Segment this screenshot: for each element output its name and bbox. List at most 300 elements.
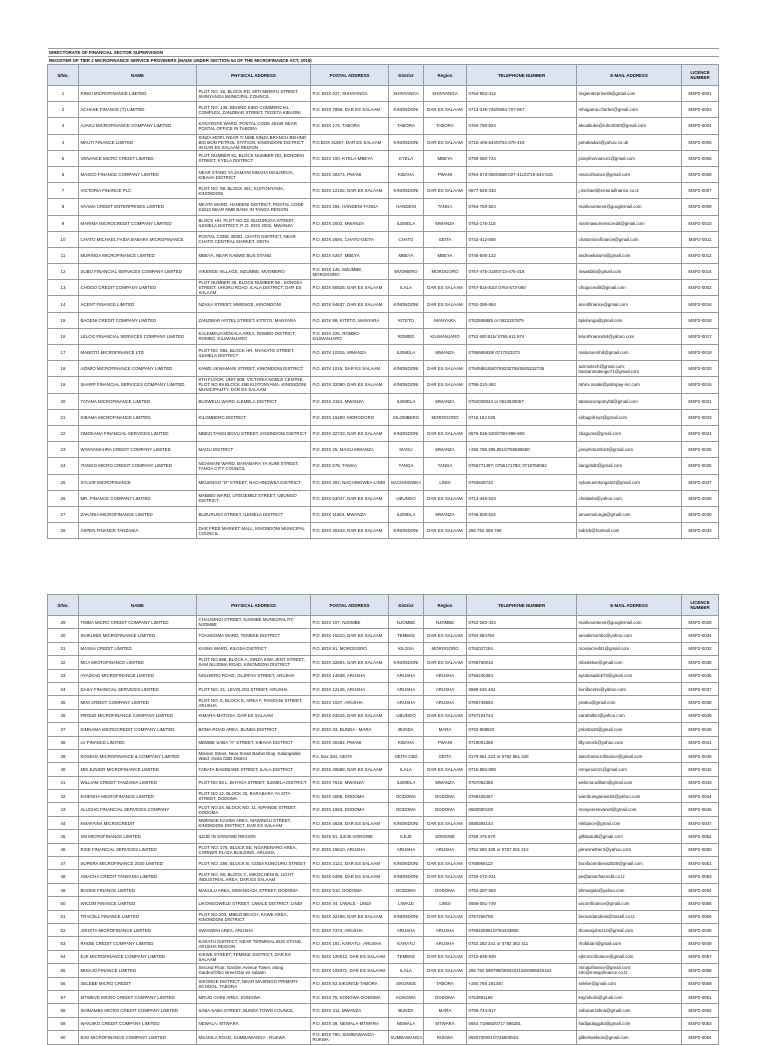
cell-email: lelooFinance54@yahoo.com [577, 328, 682, 344]
cell-name: CHOGO CREDIT COMPANY LIMITED [79, 280, 197, 296]
cell-licence: MSP2-0040 [682, 723, 719, 736]
cell-telephone: 0767266705 [467, 910, 577, 923]
table-row [48, 118, 719, 134]
cell-region: MWANZA [424, 776, 467, 789]
cell-physical-address: KALEMEUA MOKALA AREA, ROMBO DISTRICT, ROMBO, KILIMANJARO [197, 328, 311, 344]
cell-physical-address: SWANZINI AREA, ARUSHA [197, 923, 311, 936]
cell-sno: 56 [48, 977, 79, 990]
cell-name: ACHASE FINANCE (T) LIMITED [79, 102, 197, 118]
cell-physical-address: PLOT NO. 256, BLOCK B, GOBA KUNGURU STREET [197, 857, 311, 870]
cell-sno: 16 [48, 328, 79, 344]
cell-district: KINONDONI [389, 183, 424, 199]
cell-postal-address: P.O. BOX 80826, DAR ES SALAAM [311, 280, 389, 296]
cell-email: rahmi.msaki@palmpay-inc.com [577, 377, 682, 393]
table-row [48, 442, 719, 458]
cell-district: ILALA [389, 280, 424, 296]
table-row [48, 857, 719, 870]
cell-postal-address: P.O. BOX 32198, DAR ES SALAAM [311, 910, 389, 923]
col-header-district: District [389, 595, 424, 616]
col-header-postal-address: POSTAL ADDRESS [311, 595, 389, 616]
cell-name: SUPERA MICROFINANCE 2020 LIMITED [79, 857, 197, 870]
cell-physical-address: MKUENGO "D" STREET, NACHINGWEA DISTRICT [197, 474, 311, 490]
cell-email: thomasjohn210@gmail.com [577, 923, 682, 936]
cell-postal-address: P.O. BOX 32604, DAR ES SALAAM [311, 656, 389, 669]
cell-telephone: 0718 164 026 [467, 409, 577, 425]
cell-district: KINONDONI [389, 523, 424, 539]
cell-postal-address: P.O. BOX 98, KITETO, MANYARA [311, 312, 389, 328]
cell-sno: 25 [48, 474, 79, 490]
cell-region: ARUSHA [424, 682, 467, 695]
cell-email: itangoltd0@gmail.com [577, 458, 682, 474]
cell-physical-address: PLOT NO.34, BLOCK NO. 11, KIPANDE STREET, DODOMA [197, 803, 311, 816]
cell-telephone: 0768425467 [467, 790, 577, 803]
cell-sno: 31 [48, 642, 79, 655]
cell-physical-address: BUZURUGA STREET, ILEMELA DISTRICT [197, 506, 311, 522]
cell-email: sarahalbin@yahoo.com [577, 709, 682, 722]
cell-sno: 42 [48, 790, 79, 803]
cell-licence: MSP2-0063 [682, 1017, 719, 1030]
cell-postal-address: P.O. BOX 25, MAGU-MWANZA [311, 442, 389, 458]
cell-postal-address: P.O. BOX 44, LIWALE - LINDI [311, 897, 389, 910]
cell-name: ALUCHO FINANCIAL SERVICES COMPANY [79, 803, 197, 816]
cell-name: OMOKANA FINANCIAL SERVICES LIMITED [79, 425, 197, 441]
col-header-region: Region [424, 595, 467, 616]
cell-physical-address: NEAR STAND YA ZAMANI KIBAHA MAILIMOJA, KIBAHA DISTRICT [197, 166, 311, 182]
cell-region: ARUSHA [424, 923, 467, 936]
cell-telephone: 0179 861 223 or 0752 861 228 [467, 749, 577, 762]
cell-name: EIGI MICROFINANCE COMPANY LIMITED [79, 1031, 197, 1044]
cell-telephone: 0757062365 [467, 776, 577, 789]
cell-name: ITANGO MICRO CREDIT COMPANY LIMITED [79, 458, 197, 474]
cell-district: MVOMERO [389, 264, 424, 280]
cell-licence: MSP2-0023 [682, 409, 719, 425]
cell-physical-address: PLOT NUMBER 48, BLOCK NUMBER 96 , SONGEA STREET, UHURU ROAD, ILALA DISTRICT, DAR ES SALAAM [197, 280, 311, 296]
cell-sno: 11 [48, 247, 79, 263]
table-row [48, 723, 719, 736]
cell-name: AYAZKAD MICROFINANCE LIMITED [79, 669, 197, 682]
cell-sno: 33 [48, 669, 79, 682]
cell-sno: 35 [48, 696, 79, 709]
cell-licence: MSP2-0027 [682, 474, 719, 490]
cell-postal-address: P.O. BOX 146, MZUMBE, MOROGORO [311, 264, 389, 280]
cell-sno: 41 [48, 776, 79, 789]
cell-sno: 51 [48, 910, 79, 923]
cell-physical-address: ILEJE IN SONGWE REGION [197, 830, 311, 843]
table-row [48, 763, 719, 776]
document-title-line-1: DIRECTORATE OF FINANCIAL SECTOR SUPERVISION [48, 49, 719, 57]
table-row [48, 816, 719, 829]
cell-name: SUBO FINANCIAL SERVICES COMPANY LIMITED [79, 264, 197, 280]
cell-email: wicomfinance@gmail.com [577, 897, 682, 910]
cell-name: NYAMA CREDIT ENTERPRISES LIMITED [79, 199, 197, 215]
cell-name: AZIMIO MICROFINANCE COMPANY LIMITED [79, 361, 197, 377]
cell-email: ayubusadick73@gmail.com [577, 669, 682, 682]
col-header-telephone: TELEPHONE NUMBER [467, 595, 577, 616]
cell-district: KYELA [389, 150, 424, 166]
table-row [48, 166, 719, 182]
cell-postal-address: P.O. BOX 15610, ARUSHA [311, 843, 389, 856]
cell-postal-address: P.O. BOX 191, KARATU - ARUSHA [311, 937, 389, 950]
table-row [48, 870, 719, 883]
cell-physical-address: LIKONGOWELE STREET, LIWALE DISTRICT, LINDI [197, 897, 311, 910]
title-row [48, 57, 719, 65]
cell-licence: MSP2-0025 [682, 442, 719, 458]
cell-region: ARUSHA [424, 696, 467, 709]
cell-sno: 37 [48, 723, 79, 736]
cell-region: DAR ES SALAAM [424, 361, 467, 377]
cell-physical-address: MRIJO CHINI AREA, KONGWA [197, 990, 311, 1003]
cell-sno: 29 [48, 616, 79, 629]
cell-email: nykanuemtungai23@gmail.com [577, 474, 682, 490]
cell-region: MARA [424, 1004, 467, 1017]
cell-physical-address: KASIKI WARD, KILOSA DISTRICT [197, 642, 311, 655]
cell-postal-address: P.O. BOX 3121, DAR ES SALAAM [311, 857, 389, 870]
cell-postal-address: P.O. BOX 1683, DODOMA [311, 803, 389, 816]
cell-email: adechamicrofinance@gmail.com [577, 749, 682, 762]
cell-district: KILOMBERO [389, 409, 424, 425]
cell-name: TRACELL FINANCE LIMITED [79, 910, 197, 923]
cell-licence: MSP2-0059 [682, 977, 719, 990]
cell-district: KINONDONI [389, 361, 424, 377]
cell-sno: 22 [48, 425, 79, 441]
table-row [48, 964, 719, 977]
col-header-email: E-MAIL ADDRESS [577, 65, 682, 86]
cell-telephone: 255 754 369 769 [467, 523, 577, 539]
cell-sno: 24 [48, 458, 79, 474]
cell-district: TEMEKE [389, 950, 424, 963]
cell-postal-address: P.O. BOX 15310, DAR ES SALAAM [311, 629, 389, 642]
cell-name: MASSA CREDIT LIMITED [79, 642, 197, 655]
table-row [48, 231, 719, 247]
cell-region: MWANZA [424, 442, 467, 458]
table-row [48, 458, 719, 474]
cell-district: KARATU [389, 937, 424, 950]
cell-postal-address: P.O. BOX 12145, ARUSHA [311, 682, 389, 695]
table-row [48, 696, 719, 709]
cell-name: TIMBA MICRO CREDIT COMPANY LIMITED [79, 616, 197, 629]
cell-telephone: 0783848742 [467, 474, 577, 490]
cell-email: mbedekar@gmail.com [577, 656, 682, 669]
cell-telephone: 0745-500-122 [467, 247, 577, 263]
cell-licence: MSP2-0035 [682, 656, 719, 669]
cell-telephone: 0742-412-650 [467, 231, 577, 247]
table-row [48, 830, 719, 843]
cell-email: chogocredit@gmail.com [577, 280, 682, 296]
cell-email: bpkiranga@gmail.com [577, 312, 682, 328]
cell-physical-address: MABIBO WARD, UTEGEMEZ STREET, UBUNGO DISTRICT [197, 490, 311, 506]
cell-licence: MSP2-0007 [682, 183, 719, 199]
table-row [48, 264, 719, 280]
cell-telephone: 0745-500-522 [467, 506, 577, 522]
cell-email: jmbeba10@gmail.com [577, 723, 682, 736]
cell-name: JOHSTA MICROFINANCE LIMITED [79, 923, 197, 936]
table-row [48, 312, 719, 328]
cell-name: BAGENI CREDIT COMPANY LIMITED [79, 312, 197, 328]
cell-email: hadijadaggal3@gmail.com [577, 1017, 682, 1030]
cell-telephone: 0715-406-544/0754-370-419 [467, 134, 577, 150]
cell-district: KONGWA [389, 990, 424, 1003]
cell-sno: 40 [48, 763, 79, 776]
cell-physical-address: MBEZI TANGI BOVU STREET, KINONDONI DISTRICT [197, 425, 311, 441]
table-row [48, 937, 719, 950]
cell-region: DODOMA [424, 990, 467, 1003]
cell-sno: 28 [48, 523, 79, 539]
cell-name: SELEBE MICRO CREDIT [79, 977, 197, 990]
cell-district: MAGU [389, 442, 424, 458]
cell-email: minajofinance@gmail.com; info@minajofinance.co.tz [577, 964, 682, 977]
cell-physical-address: PLOT NO.696, BLOCK A, SINZA KWA JENT STREET, SAM NUJOMA ROAD, KINONDONI DISTRICT [197, 656, 311, 669]
cell-name: ACENT FINANCE LIMITED [79, 296, 197, 312]
cell-postal-address: P.O. BOX 32080, DAR ES SALAAM [311, 377, 389, 393]
cell-district: KINONDONI [389, 296, 424, 312]
cell-name: ASPEN FINANCE TANZANIA [79, 523, 197, 539]
cell-district: ARUSHA [389, 669, 424, 682]
cell-region: DAR ES SALAAM [424, 102, 467, 118]
cell-district: KINONDONI [389, 870, 424, 883]
cell-sno: 39 [48, 749, 79, 762]
cell-region: DAR ES SALAAM [424, 629, 467, 642]
cell-physical-address: KIKWE STREET, TEMEKE DISTRICT, DAR ES SALAAM [197, 950, 311, 963]
cell-email: nnafuruesteve@googlemail.com [577, 616, 682, 629]
cell-postal-address: P.O. BOX 1037, ARUSHA [311, 696, 389, 709]
cell-region: DAR ES SALAAM [424, 709, 467, 722]
cell-region: GEITA [424, 749, 467, 762]
cell-postal-address: P.O. BOX 4628, DAR ES SALAAM [311, 816, 389, 829]
cell-telephone: 0764-573-090/0688-027-411/0718-544-515 [467, 166, 577, 182]
cell-licence: MSP2-0003 [682, 102, 719, 118]
cell-postal-address: P.O. BOX 11804, MWANZA [311, 506, 389, 522]
cell-email: rhobibani@gmail.com [577, 937, 682, 950]
table-row [48, 393, 719, 409]
cell-district: DODOMA [389, 803, 424, 816]
cell-district: KINONDONI [389, 134, 424, 150]
cell-physical-address: Second Floor, Garden Avenue Tower, along Garden/Ohio street-Dar es salaam [197, 964, 311, 977]
cell-district: KINONDONI [389, 102, 424, 118]
cell-physical-address: KIMARA-MATOSA, DAR ES SALAAM [197, 709, 311, 722]
cell-region: MWANZA [424, 393, 467, 409]
cell-region: NJOMBE [424, 616, 467, 629]
cell-name: SHIKUNDI MICROFINANCE LIMITED [79, 629, 197, 642]
cell-region: PWANI [424, 166, 467, 182]
cell-physical-address: NZASA STREET, MWENGE, KINONDONI [197, 296, 311, 312]
cell-region: DAR ES SALAAM [424, 280, 467, 296]
cell-sno: 4 [48, 134, 79, 150]
cell-region: DAR ES SALAAM [424, 523, 467, 539]
cell-email: bernardandrew@tracell.co.tz [577, 910, 682, 923]
cell-postal-address: P.O. BOX 780, SUMBAWANGA - RUKWA [311, 1031, 389, 1044]
cell-telephone: 0659700001/0745500522 [467, 1031, 577, 1044]
cell-email: azimiotech@gmail.com; hassanmatenge71@gmail.com [577, 361, 682, 377]
cell-postal-address: P.O. BOX 2694, CHATO-GEITA [311, 231, 389, 247]
cell-district: KINONDONI [389, 656, 424, 669]
cell-region: ARUSHA [424, 669, 467, 682]
cell-licence: MSP2-0017 [682, 328, 719, 344]
cell-telephone: 0762-283-424 [467, 616, 577, 629]
cell-sno: 13 [48, 280, 79, 296]
cell-sno: 3 [48, 118, 79, 134]
cell-region: LINDI [424, 897, 467, 910]
cell-physical-address: KAWE UKWAMANI STREET, KINONDONI DISTRICT [197, 361, 311, 377]
cell-name: KIBAMA MICROFINANCE LIMITED [79, 409, 197, 425]
cell-telephone: 0767104744 [467, 709, 577, 722]
table-row [48, 910, 719, 923]
cell-district: KINONDONI [389, 425, 424, 441]
cell-email: gilbertwelson@gmail.com [577, 1031, 682, 1044]
cell-licence: MSP2-0038 [682, 696, 719, 709]
cell-email: jamesnether2@yahoo.com [577, 843, 682, 856]
cell-district: MBEYA [389, 247, 424, 263]
table-row [48, 883, 719, 896]
cell-name: VM MICROFINANCE LIMITED [79, 830, 197, 843]
cell-email: mwasbila@gmail.com [577, 264, 682, 280]
cell-licence: MSP2-0024 [682, 425, 719, 441]
cell-district: ILALA [389, 964, 424, 977]
table-row [48, 616, 719, 629]
cell-postal-address: P.O. BOX 4088, DODOMA [311, 790, 389, 803]
cell-telephone: 0784 884784 [467, 629, 577, 642]
cell-physical-address: PLOT NO. 135, BEHIND KIBO COMMERCIAL COMPLEX, ZANZIBAR STREET, TEGETA KIBAONI [197, 102, 311, 118]
cell-email: andrewkatumi@gmail.com [577, 247, 682, 263]
cell-district: KINONDONI [389, 816, 424, 829]
cell-physical-address: 8TH FLOOR; UNIT 808; VICTORIA NOBLE CENTRE, PLOT NO 89 BLOCK 45B KIJITONYAMA, KINONDONI MUNICIPALITY, DAR ES SALAAM [197, 377, 311, 393]
cell-licence: MSP2-0029 [682, 616, 719, 629]
table-row [48, 296, 719, 312]
cell-postal-address: P.O. BOX 225, ROMBO-KILIMANJARO [311, 328, 389, 344]
cell-licence: MSP2-0012 [682, 247, 719, 263]
cell-email: nsburanzalma@gmail.com [577, 1004, 682, 1017]
cell-physical-address: SIKONGE DISTRICT, NEAR MAJENGO PRIMARY SCHOOL, TABORA [197, 977, 311, 990]
cell-sno: 18 [48, 361, 79, 377]
cell-licence: MSP2-0014 [682, 264, 719, 280]
cell-sno: 30 [48, 629, 79, 642]
cell-physical-address: PLOT NO. 5, BLOCK E, AREA F, PANGANI STREET, ARUSHA [197, 696, 311, 709]
cell-telephone: 0756240384 [467, 669, 577, 682]
table-row [48, 86, 719, 102]
cell-postal-address: P.O. BOX 16490, MOROGORO [311, 409, 389, 425]
cell-email: chelaiela@yahoo.com [577, 490, 682, 506]
cell-physical-address: BLOCK HH, PLOT NO.33, BUZURUGA STREET, ILEMELA DISTRICT, P. O. BOX 2002, MWANZA [197, 215, 311, 231]
cell-physical-address: Mission Street, Near Smart Barbershop, Kalangalala Ward, Geita CBD District [197, 749, 311, 762]
cell-telephone: 255 762 596799/0693224165/0686640422 [467, 964, 577, 977]
cell-email: acentfinance@gmail.com [577, 296, 682, 312]
cell-name: SYLVIR MICROFINANCE [79, 474, 197, 490]
cell-sno: 32 [48, 656, 79, 669]
cell-district: HANDENI [389, 199, 424, 215]
cell-region: ARUSHA [424, 843, 467, 856]
cell-telephone: 0718001368 [467, 736, 577, 749]
cell-region: MBEYA [424, 150, 467, 166]
cell-telephone: 0758-210-482 [467, 377, 577, 393]
table-row [48, 199, 719, 215]
cell-region: DAR ES SALAAM [424, 816, 467, 829]
cell-name: PROUD MICROFINANCE COMPANY LIMITED [79, 709, 197, 722]
cell-postal-address: P.O. BOX 174, TABORA [311, 118, 389, 134]
cell-name: ZAKARIA MICROFINANCE LIMITED [79, 506, 197, 522]
document-title-line-2: REGISTER OF TIER 2 MICROFINANCE SERVICE PROVIDERS (MADE UNDER SECTION 54 OF THE MICROFINANCE ACT, 2018) [48, 57, 719, 65]
cell-district: NACHINGWEA [389, 474, 424, 490]
cell-postal-address: P.O. BOX 2154, MWANZA [311, 393, 389, 409]
cell-name: MABOTO MICROFINANCE LTD [79, 345, 197, 361]
cell-name: MASCO FINANCE COMPANY LIMITED [79, 166, 197, 182]
cell-physical-address: PLOT NO.203, MBEZI BEACH, KAWE AREA, KINONDONI DISTRICT [197, 910, 311, 923]
table-row [48, 215, 719, 231]
cell-physical-address: MKATA WARD, HANDENI DISTRICT, POSTAL CODE 21813 NEAR NMB BANK IN TANGA REGION [197, 199, 311, 215]
cell-district: KINONDONI [389, 857, 424, 870]
table-row [48, 1031, 719, 1044]
cell-region: PWANI [424, 736, 467, 749]
cell-physical-address: KARATU DISTRICT, NEAR TERMINAL BUS STAND, ARUSHA REGION [197, 937, 311, 950]
cell-district: SHINYANGA [389, 86, 424, 102]
cell-sno: 47 [48, 857, 79, 870]
cell-sno: 46 [48, 843, 79, 856]
cell-postal-address: P.O. BOX 6267, MBEYA [311, 247, 389, 263]
cell-postal-address: P.O.BOX 31867, DAR ES SALAAM [311, 134, 389, 150]
cell-name: MTWEVE MICRO CREDIT COMPANY LIMITED [79, 990, 197, 1003]
cell-physical-address: MBWBE SABA "A" STREET, KIBAHA DISTRICT [197, 736, 311, 749]
cell-name: MINAJO FINANCE LIMITED [79, 964, 197, 977]
cell-email: monyeereevanist@gmail.com [577, 803, 682, 816]
cell-name: LELOO FINANCIAL SERVICES COMPANY LIMITED [79, 328, 197, 344]
cell-telephone: 0762508885 or 0622257879 [467, 312, 577, 328]
cell-physical-address: SINZA MORI, NEAR TI NMB SINZA BRANCH BEHIND BIG BON PETROL STATION, KINONDONI DISTRICT IN DAR ES SALAAM REGION [197, 134, 311, 150]
cell-telephone: 0754 560 328 or 0757 001 212 [467, 843, 577, 856]
cell-telephone: 0784-750-824 [467, 199, 577, 215]
cell-sno: 50 [48, 897, 79, 910]
cell-sno: 20 [48, 393, 79, 409]
cell-region: DAR ES SALAAM [424, 425, 467, 441]
col-header-postal-address: POSTAL ADDRESS [311, 65, 389, 86]
cell-region: DAR ES SALAAM [424, 183, 467, 199]
cell-telephone: 0769425961/0784433806 [467, 923, 577, 936]
cell-sno: 36 [48, 709, 79, 722]
cell-sno: 58 [48, 1004, 79, 1017]
cell-postal-address: P.O. BOX 83 SIKONGE-TABORA [311, 977, 389, 990]
cell-region: DAR ES SALAAM [424, 857, 467, 870]
cell-telephone: 0675-536-520/0750-999-560 [467, 425, 577, 441]
cell-district: LIWALE [389, 897, 424, 910]
cell-district: KITETO [389, 312, 424, 328]
cell-physical-address: CHAUSINGI STREET, NJOMBE MUNICIPALITY, NJOMBE [197, 616, 311, 629]
cell-licence: MSP2-0050 [682, 843, 719, 856]
cell-district: TANGA [389, 458, 424, 474]
cell-licence: MSP2-0034 [682, 629, 719, 642]
cell-physical-address: BOMA ROAD AREA, BUNDA DISTRICT [197, 723, 311, 736]
cell-postal-address: P.O. BOX 40588, DAR ES SALAAM [311, 763, 389, 776]
cell-sno: 19 [48, 377, 79, 393]
cell-physical-address: KILOMBERO DISTRICT [197, 409, 311, 425]
cell-district: UBUNGO [389, 490, 424, 506]
table-row [48, 656, 719, 669]
table-row [48, 923, 719, 936]
cell-licence: MSP2-0053 [682, 870, 719, 883]
cell-telephone: 0713-335-745/0683-707-657 [467, 102, 577, 118]
cell-licence: MSP2-0033 [682, 523, 719, 539]
table-row [48, 749, 719, 762]
cell-licence: MSP2-0001 [682, 86, 719, 102]
cell-region: DAR ES SALAAM [424, 950, 467, 963]
cell-district: CHATO [389, 231, 424, 247]
cell-telephone: 0758-060-724 [467, 150, 577, 166]
cell-physical-address: MAKULU AREA, MWANGAZA STREET, DODOMA [197, 883, 311, 896]
table-row [48, 682, 719, 695]
cell-region: SONGWE [424, 830, 467, 843]
cell-physical-address: PLOT NO. 36, BLOCK RD, MITI MIREFU STREET, SHINYANGA MUNICIPAL COUNCIL [197, 86, 311, 102]
cell-sno: 21 [48, 409, 79, 425]
cell-region: MARA [424, 723, 467, 736]
col-header-sno: S/No. [48, 65, 79, 86]
cell-telephone: 0715-882-089 [467, 763, 577, 776]
cell-district: KINONDONI [389, 377, 424, 393]
